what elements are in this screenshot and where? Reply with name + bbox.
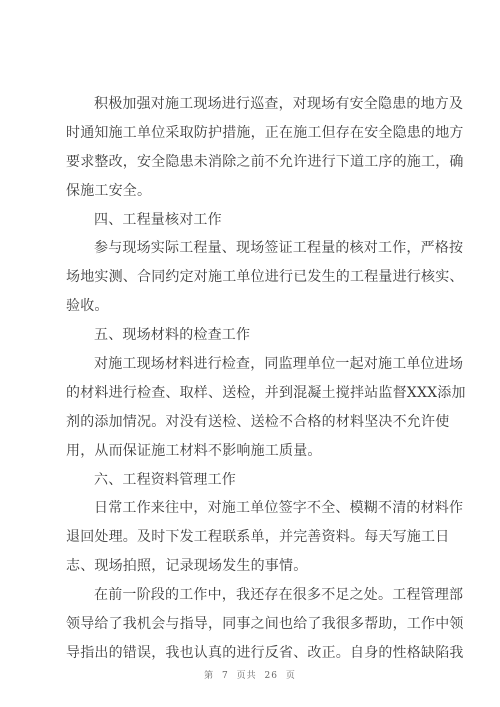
text-line: 要求整改，安全隐患未消除之前不允许进行下道工序的施工，确: [66, 153, 464, 170]
text-line: 的材料进行检查、取样、送检，并到混凝土搅拌站监督XXX添加: [66, 384, 466, 401]
text-line: 四、工程量核对工作: [94, 211, 222, 228]
text-line: 对施工现场材料进行检查，同监理单位一起对施工单位进场: [94, 356, 464, 373]
text-line: 日常工作来往中，对施工单位签字不全、模糊不清的材料作: [94, 500, 464, 517]
text-line: 时通知施工单位采取防护措施，正在施工但存在安全隐患的地方: [66, 124, 464, 141]
text-line: 验收。: [66, 298, 109, 315]
text-line: 保施工安全。: [66, 182, 152, 199]
text-line: 在前一阶段的工作中，我还存在很多不足之处。工程管理部: [94, 587, 464, 604]
document-body: [66, 90, 466, 668]
text-line: 参与现场实际工程量、现场签证工程量的核对工作，严格按: [94, 240, 464, 257]
page-prefix: 第: [204, 671, 215, 681]
text-line: 志、现场拍照，记录现场发生的事情。: [66, 558, 308, 575]
text-line: 导指出的错误，我也认真的进行反省、改正。自身的性格缺陷我: [66, 644, 464, 661]
text-line: 退回处理。及时下发工程联系单，并完善资料。每天写施工日: [66, 529, 450, 546]
page-number: 7: [222, 671, 229, 681]
total-pages: 26: [264, 671, 278, 681]
page-mid: 页共: [236, 671, 257, 681]
text-line: 五、现场材料的检查工作: [94, 327, 251, 344]
text-line: 场地实测、合同约定对施工单位进行已发生的工程量进行核实、: [66, 269, 464, 286]
text-line: 领导给了我机会与指导，同事之间也给了我很多帮助，工作中领: [66, 616, 464, 633]
text-line: 用，从而保证施工材料不影响施工质量。: [66, 442, 322, 459]
page-footer: [0, 668, 500, 681]
text-line: 积极加强对施工现场进行巡查，对现场有安全隐患的地方及: [94, 96, 464, 112]
page-suffix: 页: [285, 671, 296, 681]
text-line: 六、工程资料管理工作: [94, 471, 236, 488]
text-line: 剂的添加情况。对没有送检、送检不合格的材料坚决不允许使: [66, 413, 450, 430]
